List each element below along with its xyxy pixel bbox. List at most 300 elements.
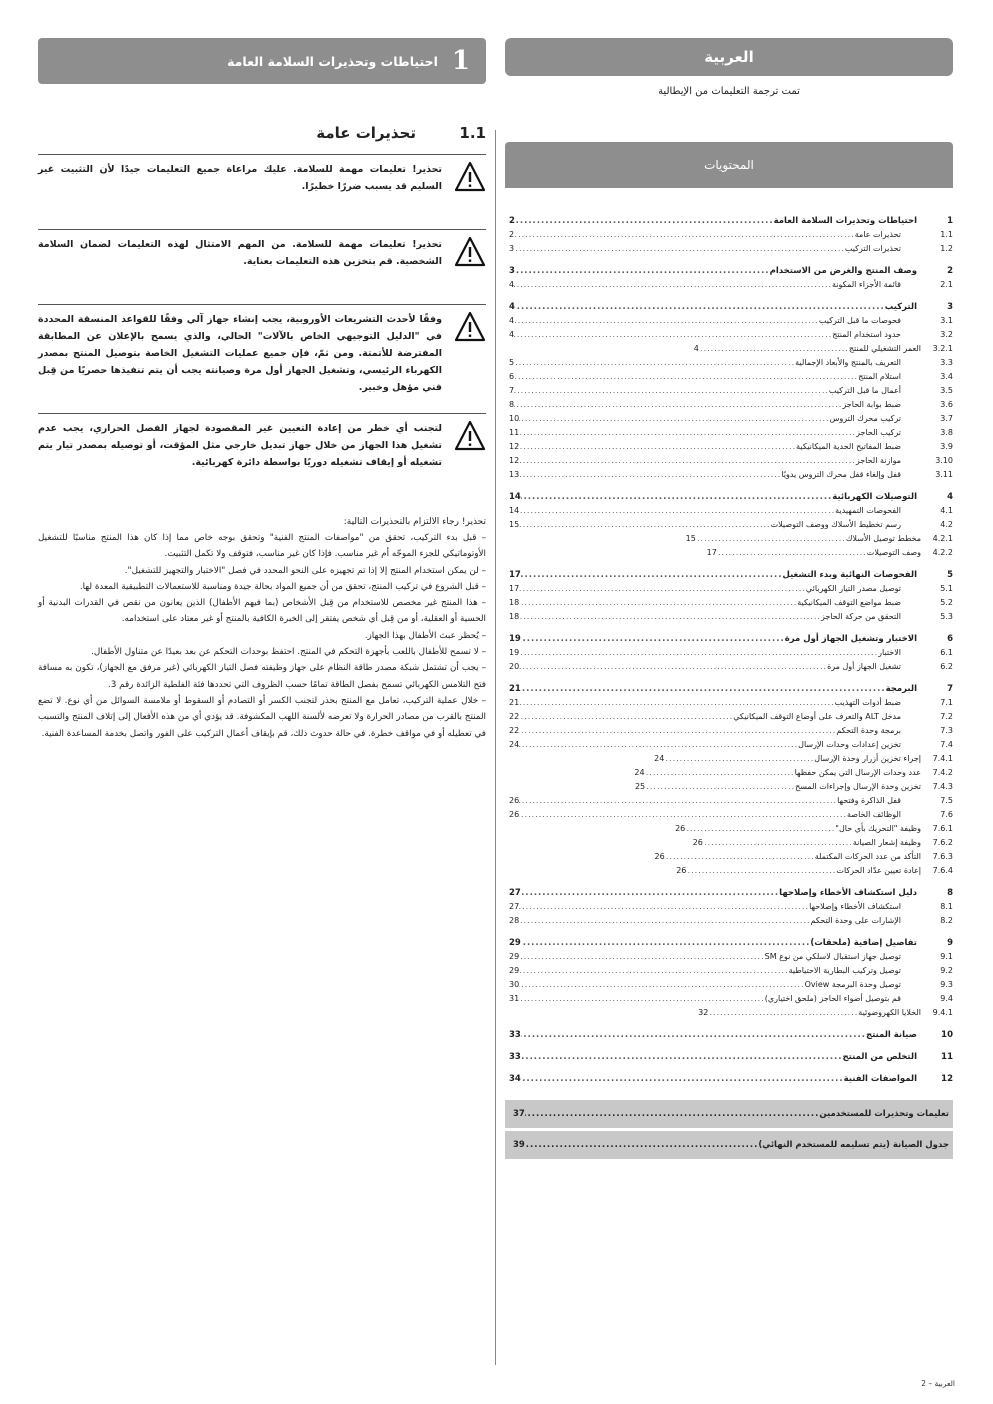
toc-row[interactable] (505, 610, 953, 624)
toc-leader (525, 1109, 820, 1119)
toc-leader (519, 454, 856, 468)
toc-number: 7.4.2 (932, 768, 953, 777)
toc-number: 2 (947, 266, 953, 276)
toc-page-number: 6 (509, 372, 515, 381)
toc-leader (519, 504, 835, 518)
toc-row[interactable] (505, 752, 953, 766)
toc-page-number: 27 (509, 888, 521, 898)
toc-title: إجراء تخزين أزرار وحدة الإرسال (814, 754, 921, 763)
toc-page-number: 26 (676, 866, 687, 875)
toc-row[interactable] (505, 864, 953, 878)
bullet-item: – لا تسمح للأطفال باللعب بأجهزة التحكم في المنتج. احتفظ بوحدات التحكم عن بعد بعيدًا عن متناول الأطفال. (91, 647, 486, 658)
toc-row[interactable] (505, 710, 953, 724)
warning-block (38, 154, 486, 229)
toc-page-number: 26 (654, 852, 665, 861)
bullet-item: – يجب أن تشتمل شبكة مصدر طاقة النظام على جهاز وظيفته فصل التيار الكهربائي (غير مرفق مع الجهاز)، تكون به مسافة فتح التلامس الكهربائي تسمح بفصل الطاقة تمامًا حسب الظروف التي تحددها فئة الفلطية الزائدة رقم 3. (38, 663, 486, 690)
toc-leader (514, 242, 845, 256)
toc-leader (521, 568, 783, 582)
section-number: 1 (451, 46, 470, 76)
toc-number: 9.1 (940, 952, 953, 961)
toc-number: 4 (947, 492, 953, 502)
toc-number: 7.6.1 (932, 824, 953, 833)
toc-leader (521, 886, 779, 900)
toc-title: ضبط أدوات التهذيب (834, 698, 901, 707)
toc-page-number: 3 (509, 244, 515, 253)
toc-title: وصف المنتج والغرض من الاستخدام (769, 266, 917, 276)
toc-row[interactable] (505, 440, 953, 454)
warning-triangle-icon (454, 161, 486, 193)
toc-title: توصيل مصدر التيار الكهربائي (805, 584, 901, 593)
toc-row[interactable] (505, 808, 953, 822)
toc-title: التركيب (884, 302, 917, 312)
toc-leader (519, 596, 797, 610)
toc-row[interactable] (505, 242, 953, 256)
toc-title: المواصفات الفنية (843, 1074, 917, 1084)
toc-title: مخطط توصيل الأسلاك (845, 534, 921, 543)
toc-number: 7.6.2 (932, 838, 953, 847)
toc-number: 3.1 (940, 316, 953, 325)
toc-number: 3.2 (940, 330, 953, 339)
toc-page-number: 24 (654, 754, 665, 763)
toc-row[interactable] (505, 978, 953, 992)
toc-leader (519, 582, 806, 596)
toc-extra-title: تعليمات وتحذيرات للمستخدمين (819, 1109, 949, 1119)
toc-title: وظيفة "التحريك بأي حال" (835, 824, 921, 833)
toc-leader (519, 710, 733, 724)
toc-row[interactable] (505, 724, 953, 738)
toc-page-number: 26 (509, 796, 520, 805)
right-column (505, 38, 953, 1159)
toc-number: 11 (941, 1052, 953, 1062)
toc-row[interactable] (505, 1072, 953, 1086)
toc-number: 3.5 (940, 386, 953, 395)
toc-row[interactable] (505, 342, 953, 356)
bullet-item: – قبل بدء التركيب، تحقق من "مواصفات المنتج الفنية" وتحقق بوجه خاص مما إذا كان هذا المنتج مناسبًا للتشغيل الأوتوماتيكي للجزء الموجّه أم غير مناسب. فإذا كان غير مناسب، فتوقف ولا تكمل التثبيت. (38, 533, 486, 560)
toc-row[interactable] (505, 780, 953, 794)
toc-page-number: 15 (685, 534, 696, 543)
toc-page-number: 19 (509, 648, 520, 657)
toc-page-number: 17 (706, 548, 717, 557)
toc-number: 7.6 (940, 810, 953, 819)
toc-title: التأكد من عدد الحركات المكتملة (814, 852, 921, 861)
toc-extra-row[interactable] (505, 1131, 953, 1159)
toc-title: حدود استخدام المنتج (832, 330, 901, 339)
toc-page-number: 17 (509, 584, 520, 593)
toc-page-number: 4 (509, 316, 515, 325)
toc-page-number: 30 (509, 980, 520, 989)
toc-number: 6 (947, 634, 953, 644)
toc-title: الفحوصات النهائية وبدء التشغيل (782, 570, 917, 580)
toc-title: العمر التشغيلي للمنتج (848, 344, 921, 353)
toc-title: تفاصيل إضافية (ملحقات) (810, 938, 917, 948)
toc-number: 7 (947, 684, 953, 694)
toc-title: قفل الذاكرة وفتحها (837, 796, 901, 805)
toc-number: 3.10 (935, 456, 953, 465)
toc-title: مدخل ALT والتعرف على أوضاع التوقف الميكانيكي (733, 712, 901, 721)
toc-page-number: 10 (509, 414, 520, 423)
toc-leader (645, 766, 795, 780)
toc-title: الخلايا الكهروضوئية (858, 1008, 921, 1017)
toc-page-number: 29 (509, 966, 520, 975)
toc-row[interactable] (505, 398, 953, 412)
toc-page-number: 12 (509, 442, 520, 451)
toc-page-number: 37 (513, 1109, 525, 1119)
toc-leader (519, 646, 878, 660)
toc-row[interactable] (505, 546, 953, 560)
toc-row[interactable] (505, 264, 953, 278)
toc-number: 9.2 (940, 966, 953, 975)
toc-row[interactable] (505, 682, 953, 696)
toc-title: موازنة الحاجز (855, 456, 901, 465)
toc-number: 7.5 (940, 796, 953, 805)
toc-row[interactable] (505, 532, 953, 546)
toc-title: صيانة المنتج (865, 1030, 917, 1040)
toc-title: الإشارات على وحدة التحكم (810, 916, 901, 925)
toc-page-number: 15 (509, 520, 520, 529)
toc-leader (514, 370, 858, 384)
toc-leader (519, 518, 770, 532)
language-header: العربية (505, 38, 953, 76)
toc-row[interactable] (505, 850, 953, 864)
toc-number: 3.7 (940, 414, 953, 423)
toc-row[interactable] (505, 412, 953, 426)
toc-leader (519, 660, 827, 674)
toc-page-number: 2 (509, 216, 515, 226)
toc-title: التوصيلات الكهربائية (832, 492, 917, 502)
section-title: احتياطات وتحذيرات السلامة العامة (227, 53, 438, 69)
toc-leader (519, 978, 804, 992)
toc-page-number: 26 (692, 838, 703, 847)
toc-leader (519, 426, 856, 440)
toc-leader (664, 752, 814, 766)
toc-leader (519, 900, 809, 914)
toc-leader (514, 278, 832, 292)
toc-page-number: 29 (509, 938, 521, 948)
toc-row[interactable] (505, 794, 953, 808)
toc-leader (519, 468, 781, 482)
toc-page-number: 19 (509, 634, 521, 644)
toc-row[interactable] (505, 596, 953, 610)
toc-page-number: 8 (509, 400, 515, 409)
toc-row[interactable] (505, 582, 953, 596)
toc-title: وظيفة إشعار الصيانة (852, 838, 921, 847)
toc-number: 3.11 (935, 470, 953, 479)
toc-page-number: 18 (509, 598, 520, 607)
toc-leader (519, 808, 847, 822)
toc-row[interactable] (505, 490, 953, 504)
toc-row[interactable] (505, 314, 953, 328)
toc-page-number: 2 (509, 230, 515, 239)
toc-row[interactable] (505, 936, 953, 950)
toc-leader (519, 440, 796, 454)
toc-page-number: 27 (509, 902, 520, 911)
toc-page-number: 22 (509, 726, 520, 735)
toc-row[interactable] (505, 1006, 953, 1020)
toc-title: التحقق من حركة الحاجز (820, 612, 901, 621)
toc-page-number: 17 (509, 570, 521, 580)
warning-block (38, 413, 486, 508)
toc-row[interactable] (505, 356, 953, 370)
toc-page-number: 18 (509, 612, 520, 621)
toc-number: 3.8 (940, 428, 953, 437)
toc-title: استكشاف الأخطاء وإصلاحها (809, 902, 901, 911)
toc-leader (515, 300, 885, 314)
contents-header: المحتويات (505, 142, 953, 188)
toc-title: قم بتوصيل أضواء الحاجز (ملحق اختياري) (764, 994, 901, 1003)
toc-page-number: 21 (509, 684, 521, 694)
toc-number: 12 (941, 1074, 953, 1084)
toc-number: 3 (947, 302, 953, 312)
toc-number: 5.1 (940, 584, 953, 593)
subsection-title: تحذيرات عامة (316, 124, 416, 142)
toc-title: تحذيرات عامة (854, 230, 901, 239)
toc-row[interactable] (505, 426, 953, 440)
toc-page-number: 21 (509, 698, 520, 707)
toc-row[interactable] (505, 696, 953, 710)
toc-number: 9.3 (940, 980, 953, 989)
toc-title: وصف التوصيلات (866, 548, 921, 557)
toc-title: الاختبار وتشغيل الجهاز أول مرة (784, 634, 917, 644)
warning-block (38, 304, 486, 413)
toc-page-number: 12 (509, 456, 520, 465)
toc-title: ضبط بوابة الحاجز (842, 400, 901, 409)
toc-row[interactable] (505, 370, 953, 384)
toc-number: 8.1 (940, 902, 953, 911)
toc-leader (686, 864, 836, 878)
toc-row[interactable] (505, 228, 953, 242)
toc-row[interactable] (505, 836, 953, 850)
warning-triangle-icon (454, 311, 486, 343)
toc-leader (519, 610, 821, 624)
toc-leader (717, 546, 867, 560)
toc-number: 5.2 (940, 598, 953, 607)
toc-leader (519, 950, 764, 964)
warning-text: وفقًا لأحدث التشريعات الأوروبية، يجب إنشاء جهاز آلي وفقًا للقواعد المنسقة المحددة في "الدليل التوجيهي الخاص بالآلات" الحالي، والذي يسمح بالإعلان عن المطابقة المفترضة للأتمتة. ومن ثمّ، فإن جميع عمليات التشغيل الخاصة بتوصيل المنتج بمصدر الكهرباء الرئيسي، وتشغيل الجهاز أول مرة وصيانته يجب أن يتم تنفيذها حصريًا من قِبل فني مؤهل وخبير. (38, 314, 442, 393)
toc-number: 3.6 (940, 400, 953, 409)
toc-title: ضبط المفاتيح الحدية الميكانيكية (796, 442, 901, 451)
toc-number: 6.1 (940, 648, 953, 657)
toc-number: 4.2.1 (932, 534, 953, 543)
toc-title: عدد وحدات الإرسال التي يمكن حفظها (794, 768, 921, 777)
toc-row[interactable] (505, 384, 953, 398)
toc-leader (521, 1072, 844, 1086)
toc-number: 4.2 (940, 520, 953, 529)
toc-title: توصيل وتركيب البطارية الاحتياطية (788, 966, 901, 975)
toc-leader (515, 264, 770, 278)
toc-leader (521, 490, 832, 504)
toc-leader (696, 532, 846, 546)
page-footer: العربية – 2 (921, 1379, 955, 1388)
toc-page-number: 4 (693, 344, 699, 353)
warning-triangle-icon (454, 236, 486, 268)
toc-number: 9.4.1 (932, 1008, 953, 1017)
toc-row[interactable] (505, 454, 953, 468)
toc-row[interactable] (505, 738, 953, 752)
toc-number: 7.2 (940, 712, 953, 721)
toc-title: تركيب محرك التروس (829, 414, 901, 423)
toc-row[interactable] (505, 766, 953, 780)
toc-title: توصيل جهاز استقبال لاسلكي من نوع SM (764, 952, 901, 961)
toc-page-number: 34 (509, 1074, 521, 1084)
toc-row[interactable] (505, 632, 953, 646)
toc-page-number: 31 (509, 994, 520, 1003)
toc-leader (525, 1140, 759, 1150)
toc-number: 1.1 (940, 230, 953, 239)
toc-number: 2.1 (940, 280, 953, 289)
toc-number: 4.2.2 (932, 548, 953, 557)
column-divider (495, 130, 496, 1365)
toc-page-number: 32 (698, 1008, 709, 1017)
toc-leader (519, 794, 837, 808)
toc-page-number: 7 (509, 386, 515, 395)
toc-title: الفحوصات التمهيدية (835, 506, 901, 515)
toc-leader (519, 914, 810, 928)
toc-row[interactable] (505, 1050, 953, 1064)
toc-row[interactable] (505, 886, 953, 900)
toc-number: 3.2.1 (932, 344, 953, 353)
toc-leader (514, 398, 842, 412)
toc-row[interactable] (505, 822, 953, 836)
toc-page-number: 28 (509, 916, 520, 925)
toc-title: احتياطات وتحذيرات السلامة العامة (773, 216, 917, 226)
translation-note: تمت ترجمة التعليمات من الإيطالية (658, 86, 800, 97)
toc-title: دليل استكشاف الأخطاء وإصلاحها (779, 888, 917, 898)
subsection-number: 1.1 (459, 124, 486, 142)
toc-leader (519, 696, 834, 710)
toc-extra-title: جدول الصيانة (يتم تسليمه للمستخدم النهائي) (758, 1140, 949, 1150)
toc-leader (521, 936, 810, 950)
toc-row[interactable] (505, 914, 953, 928)
toc-page-number: 13 (509, 470, 520, 479)
toc-row[interactable] (505, 992, 953, 1006)
toc-number: 7.4.3 (932, 782, 953, 791)
toc-row[interactable] (505, 278, 953, 292)
toc-number: 1.2 (940, 244, 953, 253)
toc-number: 5.3 (940, 612, 953, 621)
toc-page-number: 20 (509, 662, 520, 671)
toc-leader (514, 356, 795, 370)
toc-row[interactable] (505, 518, 953, 532)
toc-row[interactable] (505, 964, 953, 978)
toc-title: البرمجة (885, 684, 917, 694)
toc-title: استلام المنتج (858, 372, 901, 381)
toc-leader (514, 384, 829, 398)
warning-triangle-icon (454, 420, 486, 452)
toc-leader (514, 228, 855, 242)
toc-row[interactable] (505, 646, 953, 660)
toc-row[interactable] (505, 660, 953, 674)
toc-page-number: 29 (509, 952, 520, 961)
toc-page-number: 4 (509, 302, 515, 312)
toc-page-number: 4 (509, 280, 515, 289)
toc-page-number: 3 (509, 266, 515, 276)
toc-page-number: 22 (509, 712, 520, 721)
toc-extra-row[interactable] (505, 1100, 953, 1128)
toc-page-number: 24 (634, 768, 645, 777)
toc-title: إعادة تعيين عدّاد الحركات (836, 866, 921, 875)
toc-row[interactable] (505, 300, 953, 314)
toc-page-number: 33 (509, 1030, 521, 1040)
toc-number: 1 (947, 216, 953, 226)
bullet-item: – هذا المنتج غير مخصص للاستخدام من قِبل الأشخاص (بما فيهم الأطفال) الذين يعانون من نقص في القدرات البدنية أو الحسية أو العقلية، أو من قِبل أي شخص يفتقر إلى الخبرة الكافية بالمنتج أو غير معتاد على استخدامه. (38, 598, 486, 625)
toc-page-number: 26 (675, 824, 686, 833)
toc-page-number: 5 (509, 358, 515, 367)
toc-title: توصيل وحدة البرمجة Oview (804, 980, 901, 989)
toc-row[interactable] (505, 568, 953, 582)
toc-title: الاختبار (878, 648, 901, 657)
toc-row[interactable] (505, 1028, 953, 1042)
toc-title: الوظائف الخاصة (847, 810, 901, 819)
toc-leader (514, 328, 832, 342)
toc-title: التخلص من المنتج (842, 1052, 917, 1062)
toc-leader (699, 342, 849, 356)
warnings-intro: تحذير! رجاء الالتزام بالتحذيرات التالية: (343, 517, 486, 527)
toc-title: أعمال ما قبل التركيب (828, 386, 901, 395)
bullet-item: – لن يمكن استخدام المنتج إلا إذا تم تجهيزه على النحو المحدد في فصل "الاختبار والتجهيز للتشغيل". (124, 565, 486, 576)
toc-title: فحوصات ما قبل التركيب (818, 316, 901, 325)
toc-number: 7.3 (940, 726, 953, 735)
bullet-item: – خلال عملية التركيب، تعامل مع المنتج بحذر لتجنب الكسر أو التصادم أو السقوط أو ملامسة السوائل من أي نوع. لا تضع المنتج بالقرب من مصادر الحرارة ولا تعرضه لألسنة اللهب المكشوفة. قد يؤدي أي من هذه الأفعال إلى إتلاف المنتج والتسبب في تعطيله أو في مواقف خطرة. في حالة حدوث ذلك، قم بإيقاف أعمال التركيب على الفور واتصل بخدمة المساعدة الفنية. (38, 695, 486, 739)
toc-page-number: 24 (509, 740, 520, 749)
toc-row[interactable] (505, 950, 953, 964)
toc-row[interactable] (505, 214, 953, 228)
toc-leader (521, 682, 886, 696)
toc-leader (521, 1050, 843, 1064)
toc-row[interactable] (505, 328, 953, 342)
toc-page-number: 25 (634, 782, 646, 791)
toc-title: قفل وإلغاء قفل محرك التروس يدويًا (781, 470, 901, 479)
toc-title: تشغيل الجهاز أول مرة (827, 662, 901, 671)
toc-title: رسم تخطيط الأسلاك ووصف التوصيلات (770, 520, 901, 529)
toc-title: التعريف بالمنتج والأبعاد الإجمالية (795, 358, 901, 367)
warning-text: تحذير! تعليمات مهمة للسلامة. من المهم الامتثال لهذه التعليمات لضمان السلامة الشخصية. قم بتخزين هذه التعليمات بعناية. (38, 239, 442, 267)
toc-number: 3.4 (940, 372, 953, 381)
toc-number: 3.9 (940, 442, 953, 451)
toc-leader (519, 964, 788, 978)
toc-number: 9 (947, 938, 953, 948)
toc-page-number: 14 (509, 492, 521, 502)
table-of-contents (505, 214, 953, 1159)
toc-row[interactable] (505, 900, 953, 914)
bullet-list (38, 530, 486, 742)
toc-page-number: 11 (509, 428, 520, 437)
toc-number: 10 (941, 1030, 953, 1040)
warning-block (38, 229, 486, 304)
subsection-header (38, 122, 486, 144)
toc-title: برمجة وحدة التحكم (836, 726, 901, 735)
toc-page-number: 26 (509, 810, 520, 819)
toc-leader (514, 314, 819, 328)
toc-number: 6.2 (940, 662, 953, 671)
toc-row[interactable] (505, 468, 953, 482)
toc-number: 7.4.1 (932, 754, 953, 763)
toc-number: 7.6.3 (932, 852, 953, 861)
toc-row[interactable] (505, 504, 953, 518)
bullet-item: – يُحظر عبث الأطفال بهذا الجهاز. (364, 630, 486, 641)
warnings-list (38, 154, 486, 508)
toc-leader (521, 632, 785, 646)
toc-leader (515, 214, 774, 228)
toc-title: تخزين وحدة الإرسال وإجراءات المسح (795, 782, 921, 791)
toc-number: 7.6.4 (932, 866, 953, 875)
toc-number: 3.3 (940, 358, 953, 367)
toc-leader (519, 412, 829, 426)
warning-text: تحذير! تعليمات مهمة للسلامة. عليك مراعاة جميع التعليمات جيدًا لأن التثبيت غير السليم قد يسبب ضررًا خطيرًا. (38, 164, 442, 192)
toc-leader (703, 836, 853, 850)
toc-number: 7.4 (940, 740, 953, 749)
toc-number: 8.2 (940, 916, 953, 925)
toc-leader (708, 1006, 858, 1020)
